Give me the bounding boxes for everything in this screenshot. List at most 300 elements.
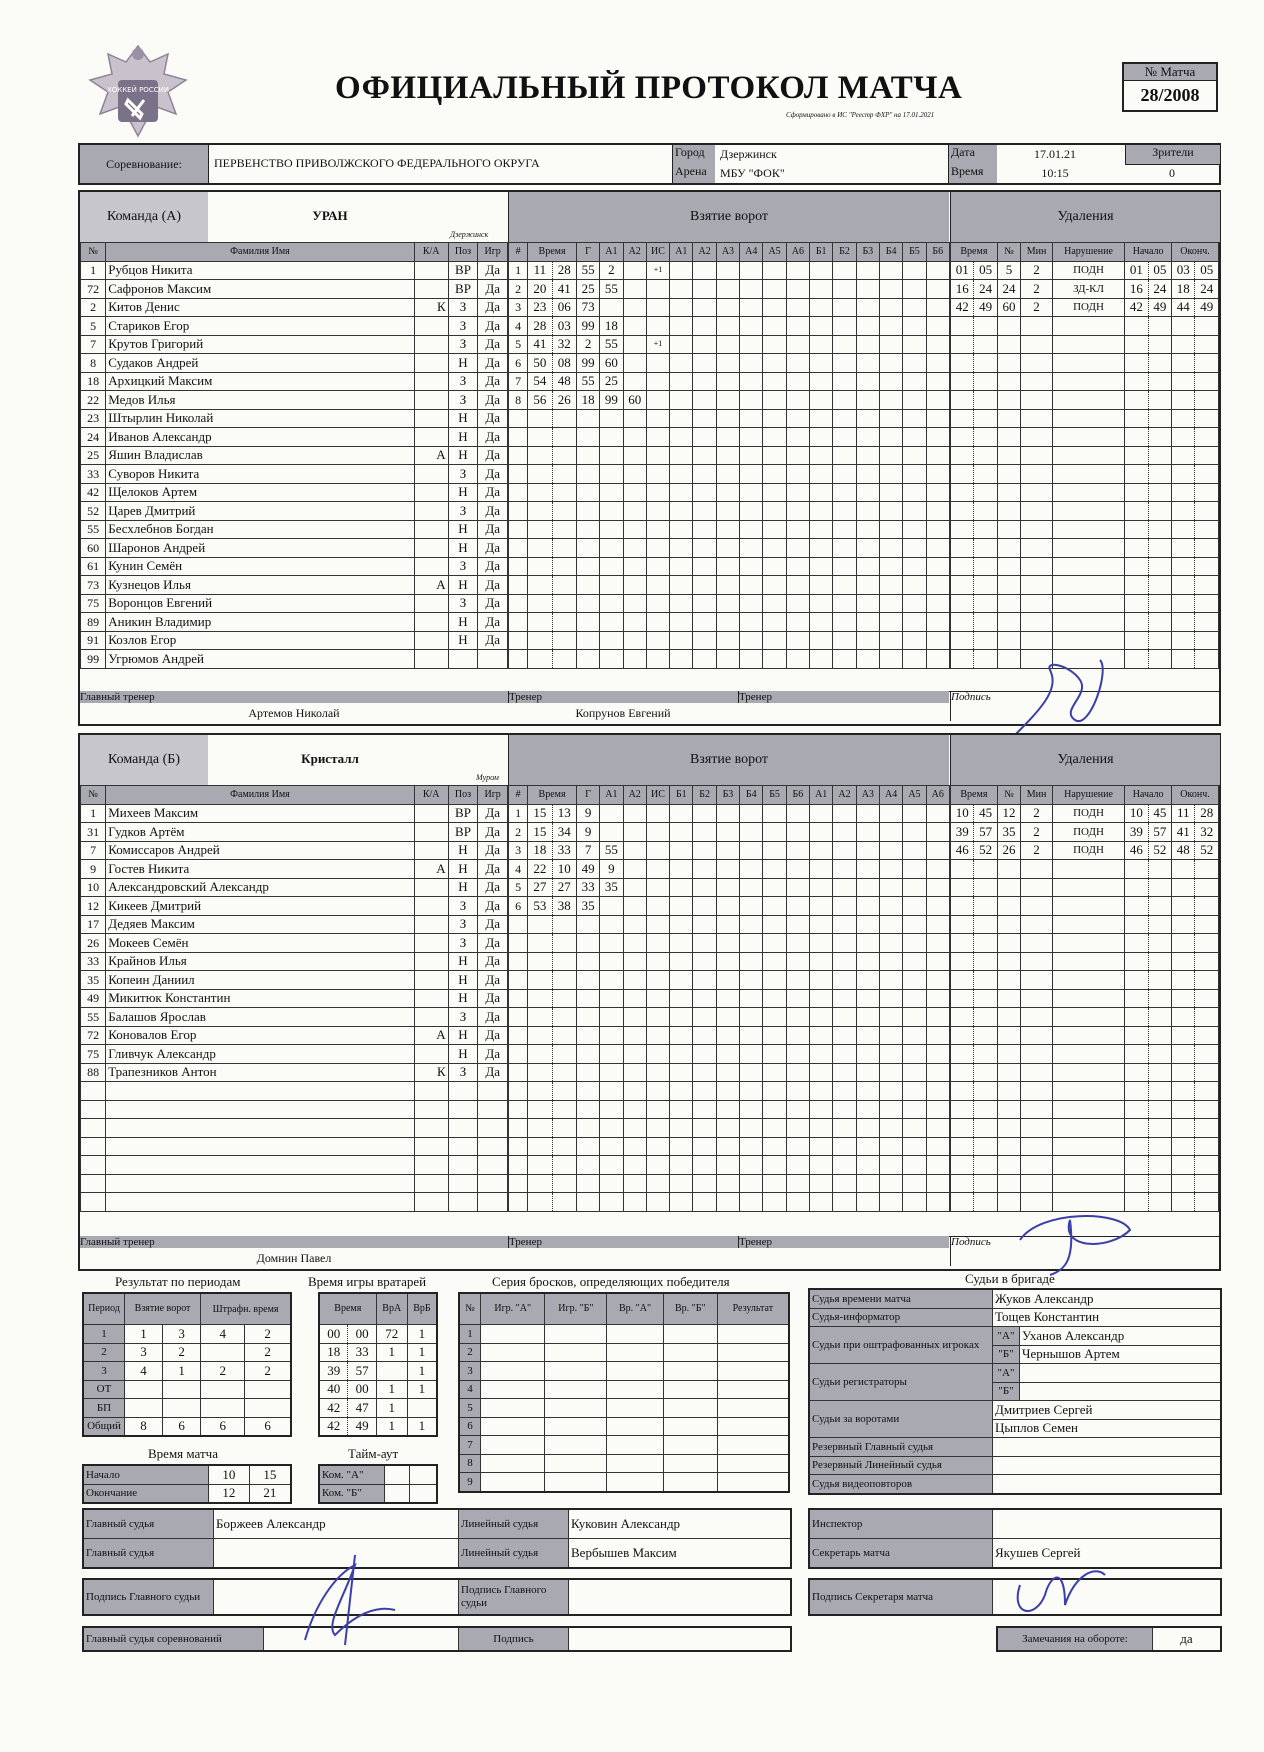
goal-number bbox=[509, 409, 528, 428]
penalty-type bbox=[1052, 557, 1124, 576]
penalty-second bbox=[974, 428, 997, 447]
on-ice-cell bbox=[786, 823, 809, 842]
on-ice-cell bbox=[716, 520, 739, 539]
on-ice-cell bbox=[926, 261, 949, 280]
penalty-start-sec bbox=[1148, 576, 1171, 595]
penalty-end-sec bbox=[1195, 952, 1219, 971]
penalty-player bbox=[997, 860, 1020, 879]
player-captain bbox=[414, 989, 448, 1008]
penalty-end-min bbox=[1172, 502, 1195, 521]
goal-assist1 bbox=[600, 952, 623, 971]
penalty-player bbox=[997, 539, 1020, 558]
on-ice-cell bbox=[903, 1137, 926, 1156]
penalty-minute bbox=[951, 1193, 974, 1212]
penalty-second bbox=[974, 520, 997, 539]
penalty-minute bbox=[951, 409, 974, 428]
match-time-title: Время матча bbox=[148, 1446, 218, 1461]
penalty-start-min bbox=[1125, 878, 1148, 897]
goal-number bbox=[509, 1119, 528, 1138]
pen-judge-a: Уханов Александр bbox=[1020, 1327, 1222, 1346]
goal-minute: 53 bbox=[528, 897, 552, 916]
on-ice-cell bbox=[903, 878, 926, 897]
penalty-player: 24 bbox=[997, 280, 1020, 299]
goal-scorer bbox=[576, 1008, 599, 1027]
goal-situation: +1 bbox=[646, 261, 669, 280]
penalty-minutes bbox=[1021, 897, 1053, 916]
on-ice-cell bbox=[879, 1008, 902, 1027]
on-ice-cell bbox=[716, 446, 739, 465]
on-ice-cell bbox=[786, 354, 809, 373]
penalty-minute bbox=[951, 1174, 974, 1193]
goal-header-cell: ИС bbox=[646, 243, 669, 262]
shootout-cell bbox=[717, 1325, 789, 1344]
player-number bbox=[81, 1193, 106, 1212]
goal-scorer: 35 bbox=[576, 897, 599, 916]
player-played: Да bbox=[478, 860, 508, 879]
goal-assist1 bbox=[600, 502, 623, 521]
penalty-start-sec bbox=[1148, 446, 1171, 465]
goal-header-cell: А5 bbox=[763, 243, 786, 262]
goal-header-cell: А6 bbox=[786, 243, 809, 262]
penalty-end-min bbox=[1172, 557, 1195, 576]
on-ice-cell bbox=[926, 804, 949, 823]
on-ice-cell bbox=[763, 594, 786, 613]
shootout-number: 8 bbox=[459, 1454, 481, 1473]
period-row bbox=[83, 1362, 291, 1381]
on-ice-cell bbox=[879, 594, 902, 613]
goal-row bbox=[509, 1119, 950, 1138]
goal-scorer bbox=[576, 1026, 599, 1045]
penalty-start-sec bbox=[1148, 1082, 1171, 1101]
on-ice-cell bbox=[740, 298, 763, 317]
on-ice-cell bbox=[926, 1137, 949, 1156]
penalty-end-sec bbox=[1195, 1008, 1219, 1027]
main-referee-signature-icon bbox=[285, 1545, 415, 1655]
goal-second bbox=[552, 915, 576, 934]
goal-situation bbox=[646, 446, 669, 465]
penalty-type bbox=[1052, 897, 1124, 916]
player-captain bbox=[414, 897, 448, 916]
goal-second bbox=[552, 1174, 576, 1193]
on-ice-cell bbox=[763, 335, 786, 354]
penalty-end-sec bbox=[1195, 539, 1219, 558]
goal-assist2 bbox=[623, 1174, 646, 1193]
penalty-second bbox=[974, 557, 997, 576]
goal-situation bbox=[646, 613, 669, 632]
goal-minute: 50 bbox=[528, 354, 552, 373]
on-ice-cell bbox=[810, 1137, 833, 1156]
referees-title: Судьи в бригаде bbox=[965, 1271, 1055, 1286]
penalty-minutes bbox=[1021, 1156, 1053, 1175]
goal-assist2 bbox=[623, 446, 646, 465]
on-ice-cell bbox=[926, 409, 949, 428]
player-played: Да bbox=[478, 298, 508, 317]
goal-number: 4 bbox=[509, 860, 528, 879]
goal-situation bbox=[646, 823, 669, 842]
penalty-minute bbox=[951, 576, 974, 595]
penalty-row bbox=[951, 298, 1219, 317]
penalty-row bbox=[951, 576, 1219, 595]
player-row bbox=[81, 446, 508, 465]
player-name: Крайнов Илья bbox=[106, 952, 414, 971]
player-row bbox=[81, 557, 508, 576]
player-number: 35 bbox=[81, 971, 106, 990]
on-ice-cell bbox=[786, 335, 809, 354]
on-ice-cell bbox=[926, 298, 949, 317]
goal-assist2 bbox=[623, 1137, 646, 1156]
on-ice-cell bbox=[856, 446, 879, 465]
player-name bbox=[106, 1119, 414, 1138]
on-ice-cell bbox=[926, 650, 949, 669]
penalty-header-cell: Мин bbox=[1021, 786, 1053, 805]
penalty-end-sec bbox=[1195, 576, 1219, 595]
penalty-end-min bbox=[1172, 860, 1195, 879]
on-ice-cell bbox=[763, 915, 786, 934]
penalty-start-min bbox=[1125, 317, 1148, 336]
on-ice-cell bbox=[716, 354, 739, 373]
penalty-minute: 16 bbox=[951, 280, 974, 299]
on-ice-cell bbox=[786, 409, 809, 428]
on-ice-cell bbox=[879, 372, 902, 391]
on-ice-cell bbox=[670, 1026, 693, 1045]
period-goals-b: 1 bbox=[163, 1362, 201, 1381]
on-ice-cell bbox=[879, 391, 902, 410]
period-pim-b: 6 bbox=[245, 1417, 291, 1436]
penalty-row bbox=[951, 878, 1219, 897]
on-ice-cell bbox=[740, 354, 763, 373]
goal-situation bbox=[646, 1119, 669, 1138]
goal-scorer bbox=[576, 934, 599, 953]
goal-situation bbox=[646, 952, 669, 971]
player-position: З bbox=[448, 372, 478, 391]
player-played: Да bbox=[478, 594, 508, 613]
goal-header-cell: Г bbox=[576, 786, 599, 805]
goal-assist1 bbox=[600, 428, 623, 447]
penalty-minute bbox=[951, 428, 974, 447]
goal-second: 41 bbox=[552, 280, 576, 299]
penalty-start-min bbox=[1125, 1100, 1148, 1119]
player-name: Гудков Артём bbox=[106, 823, 414, 842]
penalty-minutes bbox=[1021, 952, 1053, 971]
on-ice-cell bbox=[810, 1119, 833, 1138]
on-ice-cell bbox=[786, 915, 809, 934]
penalty-minute: 39 bbox=[951, 823, 974, 842]
goal-judge-2: Цыплов Семен bbox=[993, 1419, 1222, 1438]
penalty-start-sec bbox=[1148, 520, 1171, 539]
goal-second: 26 bbox=[552, 391, 576, 410]
penalty-minutes bbox=[1021, 1174, 1053, 1193]
on-ice-cell bbox=[810, 971, 833, 990]
period-goals-a bbox=[125, 1380, 163, 1399]
on-ice-cell bbox=[716, 335, 739, 354]
player-captain bbox=[414, 261, 448, 280]
on-ice-cell bbox=[856, 409, 879, 428]
shootout-cell bbox=[481, 1399, 545, 1418]
goal-second bbox=[552, 557, 576, 576]
on-ice-cell bbox=[903, 280, 926, 299]
on-ice-cell bbox=[740, 1063, 763, 1082]
penalty-header-cell: Время bbox=[951, 786, 998, 805]
on-ice-cell bbox=[903, 823, 926, 842]
goal-assist1 bbox=[600, 576, 623, 595]
on-ice-cell bbox=[903, 465, 926, 484]
on-ice-cell bbox=[670, 1174, 693, 1193]
reserve-main-label: Резервный Главный судья bbox=[809, 1438, 993, 1457]
player-row bbox=[81, 594, 508, 613]
period-header: Период bbox=[83, 1293, 125, 1325]
player-played: Да bbox=[478, 261, 508, 280]
goalie-row bbox=[319, 1380, 437, 1399]
goalie-time-header: Время bbox=[319, 1293, 376, 1325]
period-pim-a: 6 bbox=[201, 1417, 245, 1436]
player-name: Медов Илья bbox=[106, 391, 414, 410]
goal-assist1: 55 bbox=[600, 841, 623, 860]
on-ice-cell bbox=[856, 915, 879, 934]
penalty-second bbox=[974, 539, 997, 558]
on-ice-cell bbox=[670, 934, 693, 953]
roster-header-cell: Фамилия Имя bbox=[106, 243, 414, 262]
goal-number: 4 bbox=[509, 317, 528, 336]
penalty-type bbox=[1052, 1008, 1124, 1027]
penalty-player bbox=[997, 1156, 1020, 1175]
penalty-player bbox=[997, 576, 1020, 595]
on-ice-cell bbox=[810, 650, 833, 669]
on-ice-cell bbox=[926, 335, 949, 354]
on-ice-cell bbox=[693, 1063, 716, 1082]
on-ice-cell bbox=[856, 860, 879, 879]
goal-row bbox=[509, 428, 950, 447]
on-ice-cell bbox=[926, 428, 949, 447]
penalty-start-min: 01 bbox=[1125, 261, 1148, 280]
goal-minute: 41 bbox=[528, 335, 552, 354]
goal-situation bbox=[646, 1174, 669, 1193]
goal-situation bbox=[646, 1100, 669, 1119]
goal-second bbox=[552, 594, 576, 613]
penalty-end-min bbox=[1172, 897, 1195, 916]
on-ice-cell bbox=[670, 502, 693, 521]
goalie-a: 1 bbox=[376, 1343, 407, 1362]
penalty-minutes: 2 bbox=[1021, 261, 1053, 280]
shootout-cell bbox=[545, 1417, 607, 1436]
penalty-minute: 01 bbox=[951, 261, 974, 280]
goal-scorer bbox=[576, 1156, 599, 1175]
on-ice-cell bbox=[879, 576, 902, 595]
on-ice-cell bbox=[926, 446, 949, 465]
player-row bbox=[81, 428, 508, 447]
goal-second bbox=[552, 1100, 576, 1119]
team-a-city: Дзержинск bbox=[450, 230, 489, 239]
goal-assist2 bbox=[623, 539, 646, 558]
on-ice-cell bbox=[810, 860, 833, 879]
chief-sign-label: Подпись bbox=[459, 1627, 569, 1651]
penalty-end-min: 03 bbox=[1172, 261, 1195, 280]
on-ice-cell bbox=[903, 860, 926, 879]
penalty-player bbox=[997, 502, 1020, 521]
player-position: З bbox=[448, 594, 478, 613]
on-ice-cell bbox=[833, 557, 856, 576]
shootout-header: Вр. "Б" bbox=[663, 1293, 717, 1325]
on-ice-cell bbox=[763, 1100, 786, 1119]
shootout-cell bbox=[481, 1436, 545, 1455]
on-ice-cell bbox=[879, 804, 902, 823]
goal-assist1 bbox=[600, 1119, 623, 1138]
on-ice-cell bbox=[856, 897, 879, 916]
penalty-row bbox=[951, 952, 1219, 971]
player-row bbox=[81, 915, 508, 934]
on-ice-cell bbox=[740, 280, 763, 299]
penalty-player bbox=[997, 428, 1020, 447]
player-row bbox=[81, 971, 508, 990]
on-ice-cell bbox=[670, 1119, 693, 1138]
player-captain bbox=[414, 1100, 448, 1119]
goal-second bbox=[552, 1193, 576, 1212]
goal-assist2 bbox=[623, 1026, 646, 1045]
penalty-end-sec bbox=[1195, 934, 1219, 953]
goal-assist2 bbox=[623, 298, 646, 317]
on-ice-cell bbox=[716, 823, 739, 842]
goalie-row bbox=[319, 1362, 437, 1381]
goal-second bbox=[552, 1156, 576, 1175]
penalty-type: ПОДН bbox=[1052, 841, 1124, 860]
match-end-h: 12 bbox=[209, 1484, 250, 1503]
on-ice-cell bbox=[740, 502, 763, 521]
on-ice-cell bbox=[716, 971, 739, 990]
player-number: 89 bbox=[81, 613, 106, 632]
penalty-minutes bbox=[1021, 1063, 1053, 1082]
on-ice-cell bbox=[879, 613, 902, 632]
on-ice-cell bbox=[856, 878, 879, 897]
goal-row bbox=[509, 557, 950, 576]
penalty-end-min bbox=[1172, 576, 1195, 595]
penalty-row bbox=[951, 428, 1219, 447]
shootout-row bbox=[459, 1454, 789, 1473]
on-ice-cell bbox=[856, 317, 879, 336]
penalty-player: 60 bbox=[997, 298, 1020, 317]
reg-judges-label: Судьи регистраторы bbox=[809, 1364, 993, 1401]
player-position: ВР bbox=[448, 261, 478, 280]
penalty-end-min bbox=[1172, 1119, 1195, 1138]
goal-header-cell: А1 bbox=[600, 243, 623, 262]
player-played bbox=[478, 1156, 508, 1175]
on-ice-cell bbox=[693, 317, 716, 336]
penalty-start-sec: 24 bbox=[1148, 280, 1171, 299]
penalty-minute bbox=[951, 1100, 974, 1119]
team-b-goals-table bbox=[508, 785, 950, 1212]
on-ice-cell bbox=[670, 841, 693, 860]
goal-row bbox=[509, 280, 950, 299]
on-ice-cell bbox=[879, 878, 902, 897]
penalty-second: 24 bbox=[974, 280, 997, 299]
team-a-roster bbox=[80, 242, 508, 669]
goal-situation bbox=[646, 428, 669, 447]
penalty-row bbox=[951, 391, 1219, 410]
shootout-number: 5 bbox=[459, 1399, 481, 1418]
penalty-type bbox=[1052, 1174, 1124, 1193]
penalty-type bbox=[1052, 520, 1124, 539]
penalty-start-min bbox=[1125, 502, 1148, 521]
on-ice-cell bbox=[879, 989, 902, 1008]
period-goals-a: 8 bbox=[125, 1417, 163, 1436]
goal-row bbox=[509, 613, 950, 632]
on-ice-cell bbox=[693, 594, 716, 613]
on-ice-cell bbox=[856, 1008, 879, 1027]
player-position: Н bbox=[448, 409, 478, 428]
city-label: Город bbox=[672, 145, 715, 165]
goal-scorer bbox=[576, 520, 599, 539]
shootout-cell bbox=[663, 1399, 717, 1418]
goal-situation bbox=[646, 1008, 669, 1027]
team-a-coach: Копрунов Евгений bbox=[575, 706, 671, 720]
penalty-row bbox=[951, 823, 1219, 842]
penalty-end-sec bbox=[1195, 594, 1219, 613]
on-ice-cell bbox=[670, 1100, 693, 1119]
goal-assist2 bbox=[623, 613, 646, 632]
on-ice-cell bbox=[856, 354, 879, 373]
on-ice-cell bbox=[903, 1119, 926, 1138]
on-ice-cell bbox=[716, 409, 739, 428]
penalty-start-min bbox=[1125, 1063, 1148, 1082]
time-judge: Жуков Александр bbox=[993, 1289, 1222, 1308]
on-ice-cell bbox=[740, 650, 763, 669]
penalty-type bbox=[1052, 1137, 1124, 1156]
on-ice-cell bbox=[810, 483, 833, 502]
goal-assist2 bbox=[623, 502, 646, 521]
penalty-second bbox=[974, 483, 997, 502]
on-ice-cell bbox=[833, 539, 856, 558]
goal-assist2 bbox=[623, 897, 646, 916]
player-played: Да bbox=[478, 915, 508, 934]
penalty-start-sec bbox=[1148, 934, 1171, 953]
on-ice-cell bbox=[716, 1193, 739, 1212]
penalty-type bbox=[1052, 372, 1124, 391]
penalty-end-min: 41 bbox=[1172, 823, 1195, 842]
on-ice-cell bbox=[810, 446, 833, 465]
penalty-end-sec bbox=[1195, 317, 1219, 336]
on-ice-cell bbox=[740, 1008, 763, 1027]
goal-scorer: 99 bbox=[576, 317, 599, 336]
penalty-start-sec bbox=[1148, 897, 1171, 916]
penalty-type bbox=[1052, 878, 1124, 897]
on-ice-cell bbox=[670, 631, 693, 650]
on-ice-cell bbox=[833, 298, 856, 317]
on-ice-cell bbox=[903, 557, 926, 576]
penalty-minute bbox=[951, 465, 974, 484]
on-ice-cell bbox=[716, 1119, 739, 1138]
player-row bbox=[81, 1026, 508, 1045]
on-ice-cell bbox=[856, 952, 879, 971]
player-position bbox=[448, 1156, 478, 1175]
page-title: ОФИЦИАЛЬНЫЙ ПРОТОКОЛ МАТЧА bbox=[335, 70, 963, 106]
goal-second bbox=[552, 613, 576, 632]
team-b-name: Кристалл bbox=[301, 751, 359, 766]
on-ice-cell bbox=[693, 989, 716, 1008]
on-ice-cell bbox=[693, 823, 716, 842]
player-name: Архицкий Максим bbox=[106, 372, 414, 391]
goal-second bbox=[552, 502, 576, 521]
player-captain: К bbox=[414, 1063, 448, 1082]
goal-header-cell: ИС bbox=[646, 786, 669, 805]
timeout-title: Тайм-аут bbox=[348, 1446, 399, 1461]
player-row bbox=[81, 539, 508, 558]
on-ice-cell bbox=[716, 952, 739, 971]
goal-minute: 11 bbox=[528, 261, 552, 280]
on-ice-cell bbox=[810, 280, 833, 299]
goal-header-cell: Б4 bbox=[879, 243, 902, 262]
on-ice-cell bbox=[670, 915, 693, 934]
penalty-start-sec bbox=[1148, 1193, 1171, 1212]
penalty-start-min bbox=[1125, 1026, 1148, 1045]
goalies-title: Время игры вратарей bbox=[308, 1274, 427, 1289]
